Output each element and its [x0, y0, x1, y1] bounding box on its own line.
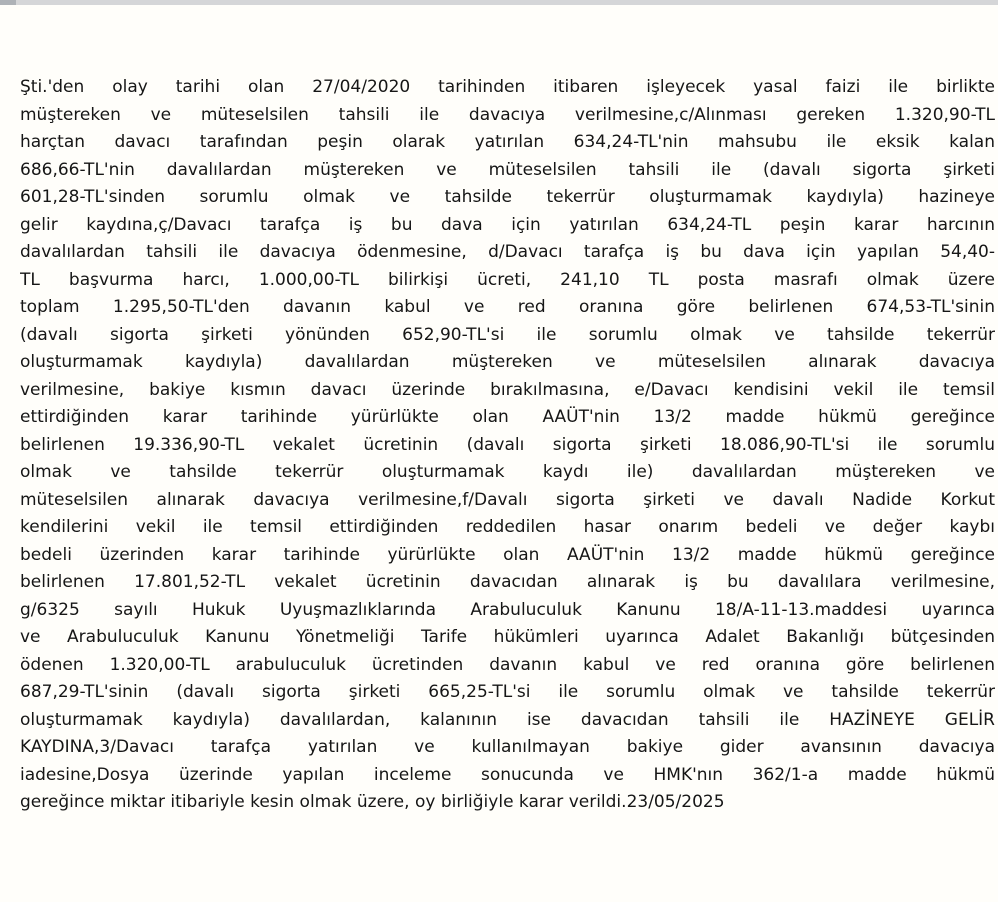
text-line: davalılardan tahsili ile davacıya ödenmesine, d/Davacı tarafça iş bu dava için yapılan 54,40- — [20, 242, 995, 262]
text-line: müteselsilen alınarak davacıya verilmesine,f/Davalı sigorta şirketi ve davalı Nadide Korkut — [20, 489, 995, 510]
text-line: 686,66-TL'nin davalılardan müştereken ve müteselsilen tahsili ile (davalı sigorta şirketi — [20, 159, 995, 180]
text-line: 687,29-TL'sinin (davalı sigorta şirketi 665,25-TL'si ile sorumlu olmak ve tahsilde tekerrür — [20, 682, 995, 702]
text-line: belirlenen 17.801,52-TL vekalet ücretinin davacıdan alınarak iş bu davalılara verilmesine, — [20, 572, 995, 592]
text-line: ettirdiğinden karar tarihinde yürürlükte olan AAÜT'nin 13/2 madde hükmü gereğince — [20, 407, 995, 427]
text-line: oluşturmamak kaydıyla) davalılardan, kalanının ise davacıdan tahsili ile HAZİNEYE GELİR — [20, 709, 995, 730]
text-line: ödenen 1.320,00-TL arabuluculuk ücretinden davanın kabul ve red oranına göre belirlenen — [20, 654, 995, 675]
text-line: iadesine,Dosya üzerinde yapılan inceleme sonucunda ve HMK'nın 362/1-a madde hükmü — [20, 764, 995, 785]
text-line: kendilerini vekil ile temsil ettirdiğinden reddedilen hasar onarım bedeli ve değer kaybı — [20, 517, 995, 537]
text-line: oluşturmamak kaydıyla) davalılardan müştereken ve müteselsilen alınarak davacıya — [20, 352, 995, 372]
text-line: toplam 1.295,50-TL'den davanın kabul ve red oranına göre belirlenen 674,53-TL'sinin — [20, 297, 995, 317]
text-line: KAYDINA,3/Davacı tarafça yatırılan ve kullanılmayan bakiye gider avansının davacıya — [20, 737, 995, 757]
text-line: TL başvurma harcı, 1.000,00-TL bilirkişi ücreti, 241,10 TL posta masrafı olmak üzere — [20, 269, 995, 290]
text-line: gereğince miktar itibariyle kesin olmak üzere, oy birliğiyle karar verildi.23/05/2025 — [20, 792, 725, 812]
text-line: harçtan davacı tarafından peşin olarak yatırılan 634,24-TL'nin mahsubu ile eksik kalan — [20, 132, 995, 152]
top-border-accent-segment — [0, 0, 16, 5]
court-decision-text — [0, 74, 998, 817]
text-line: olmak ve tahsilde tekerrür oluşturmamak kaydı ile) davalılardan müştereken ve — [20, 462, 995, 482]
text-line: bedeli üzerinden karar tarihinde yürürlükte olan AAÜT'nin 13/2 madde hükmü gereğince — [20, 544, 995, 565]
text-line: Şti.'den olay tarihi olan 27/04/2020 tarihinden itibaren işleyecek yasal faizi ile birlikte — [20, 77, 995, 97]
text-line: müştereken ve müteselsilen tahsili ile davacıya verilmesine,c/Alınması gereken 1.320,90-TL — [20, 104, 995, 125]
text-line: ve Arabuluculuk Kanunu Yönetmeliği Tarife hükümleri uyarınca Adalet Bakanlığı bütçesinden — [20, 627, 995, 647]
text-line: belirlenen 19.336,90-TL vekalet ücretinin (davalı sigorta şirketi 18.086,90-TL'si ile sorumlu — [20, 434, 995, 455]
top-border-bar — [0, 0, 998, 5]
text-line: g/6325 sayılı Hukuk Uyuşmazlıklarında Arabuluculuk Kanunu 18/A-11-13.maddesi uyarınca — [20, 599, 995, 620]
text-line: verilmesine, bakiye kısmın davacı üzerinde bırakılmasına, e/Davacı kendisini vekil ile temsil — [20, 379, 995, 400]
text-line: 601,28-TL'sinden sorumlu olmak ve tahsilde tekerrür oluşturmamak kaydıyla) hazineye — [20, 187, 995, 207]
text-line: (davalı sigorta şirketi yönünden 652,90-TL'si ile sorumlu olmak ve tahsilde tekerrür — [20, 324, 995, 345]
text-line: gelir kaydına,ç/Davacı tarafça iş bu dava için yatırılan 634,24-TL peşin karar harcının — [20, 214, 995, 235]
